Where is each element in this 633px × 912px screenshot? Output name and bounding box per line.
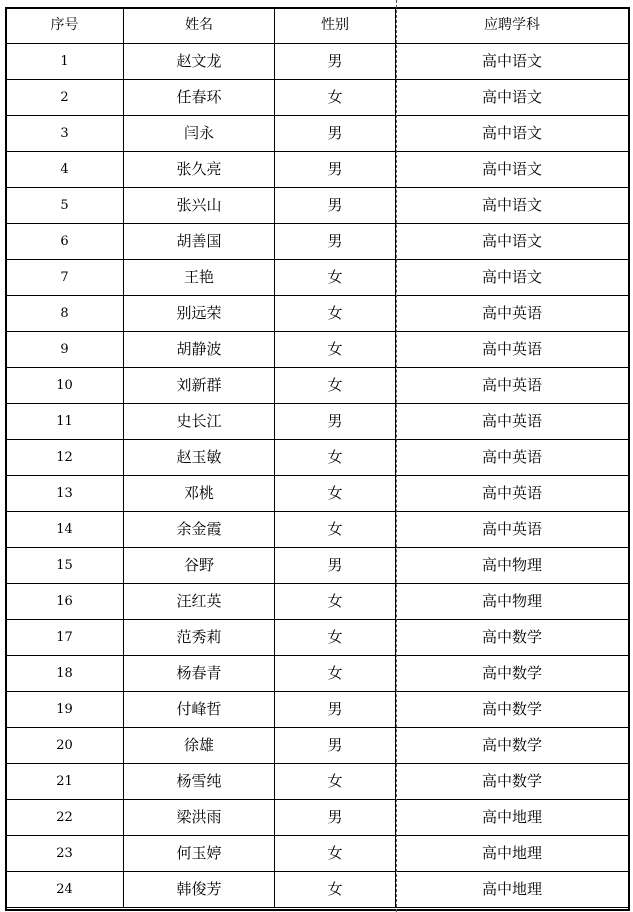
cell-name: 邓桃 (124, 476, 275, 512)
cell-subject: 高中数学 (396, 620, 629, 656)
table-row (6, 116, 629, 152)
applicant-table (5, 7, 629, 908)
cell-gender: 女 (275, 872, 396, 908)
cell-index: 8 (6, 296, 124, 332)
cell-name: 史长江 (124, 404, 275, 440)
table-row (6, 260, 629, 296)
cell-index: 23 (6, 836, 124, 872)
cell-index: 9 (6, 332, 124, 368)
cell-gender: 女 (275, 80, 396, 116)
table-row (6, 620, 629, 656)
cell-subject: 高中地理 (396, 800, 629, 836)
table-row (6, 332, 629, 368)
cell-subject: 高中数学 (396, 656, 629, 692)
cell-subject: 高中英语 (396, 368, 629, 404)
table-row (6, 368, 629, 404)
cell-index: 24 (6, 872, 124, 908)
cell-gender: 女 (275, 656, 396, 692)
cell-index: 4 (6, 152, 124, 188)
cell-subject: 高中语文 (396, 224, 629, 260)
cell-index: 13 (6, 476, 124, 512)
cell-gender: 男 (275, 116, 396, 152)
cell-subject: 高中英语 (396, 404, 629, 440)
cell-name: 徐雄 (124, 728, 275, 764)
table-row (6, 584, 629, 620)
table-row (6, 800, 629, 836)
cell-name: 张久亮 (124, 152, 275, 188)
cell-name: 张兴山 (124, 188, 275, 224)
cell-name: 韩俊芳 (124, 872, 275, 908)
cell-subject: 高中英语 (396, 512, 629, 548)
cell-gender: 女 (275, 332, 396, 368)
cell-name: 胡静波 (124, 332, 275, 368)
cell-name: 王艳 (124, 260, 275, 296)
cell-index: 21 (6, 764, 124, 800)
cell-subject: 高中英语 (396, 296, 629, 332)
table-row (6, 512, 629, 548)
table-row (6, 728, 629, 764)
cell-index: 17 (6, 620, 124, 656)
cell-gender: 女 (275, 368, 396, 404)
cell-gender: 男 (275, 224, 396, 260)
table-row (6, 224, 629, 260)
cell-name: 范秀莉 (124, 620, 275, 656)
table-row (6, 476, 629, 512)
header-gender: 性别 (275, 8, 396, 44)
cell-subject: 高中英语 (396, 440, 629, 476)
cell-gender: 男 (275, 800, 396, 836)
cell-name: 赵玉敏 (124, 440, 275, 476)
cell-name: 杨春青 (124, 656, 275, 692)
table-row (6, 764, 629, 800)
cell-index: 1 (6, 44, 124, 80)
cell-subject: 高中语文 (396, 44, 629, 80)
table-body (6, 44, 629, 908)
cell-subject: 高中语文 (396, 188, 629, 224)
table-row (6, 548, 629, 584)
header-row (6, 8, 629, 44)
table-row (6, 44, 629, 80)
table-row (6, 440, 629, 476)
cell-name: 闫永 (124, 116, 275, 152)
cell-index: 6 (6, 224, 124, 260)
cell-index: 2 (6, 80, 124, 116)
cell-name: 梁洪雨 (124, 800, 275, 836)
cell-index: 14 (6, 512, 124, 548)
cell-name: 胡善国 (124, 224, 275, 260)
cell-subject: 高中语文 (396, 116, 629, 152)
cell-index: 5 (6, 188, 124, 224)
cell-index: 15 (6, 548, 124, 584)
cell-name: 刘新群 (124, 368, 275, 404)
table-row (6, 188, 629, 224)
cell-gender: 男 (275, 692, 396, 728)
cell-gender: 女 (275, 476, 396, 512)
cell-name: 别远荣 (124, 296, 275, 332)
cell-name: 谷野 (124, 548, 275, 584)
cell-index: 10 (6, 368, 124, 404)
table-row (6, 656, 629, 692)
cell-subject: 高中数学 (396, 692, 629, 728)
table-row (6, 836, 629, 872)
cell-subject: 高中物理 (396, 548, 629, 584)
cell-index: 22 (6, 800, 124, 836)
cell-index: 3 (6, 116, 124, 152)
cell-subject: 高中语文 (396, 80, 629, 116)
cell-gender: 男 (275, 728, 396, 764)
cell-subject: 高中物理 (396, 584, 629, 620)
cell-subject: 高中语文 (396, 152, 629, 188)
cell-subject: 高中数学 (396, 764, 629, 800)
cell-subject: 高中数学 (396, 728, 629, 764)
cell-gender: 男 (275, 44, 396, 80)
cell-index: 11 (6, 404, 124, 440)
cell-gender: 男 (275, 188, 396, 224)
table-row (6, 872, 629, 908)
cell-gender: 女 (275, 620, 396, 656)
cell-gender: 女 (275, 836, 396, 872)
cell-name: 汪红英 (124, 584, 275, 620)
cell-name: 赵文龙 (124, 44, 275, 80)
cell-gender: 男 (275, 404, 396, 440)
cell-gender: 女 (275, 260, 396, 296)
cell-index: 20 (6, 728, 124, 764)
table-row (6, 152, 629, 188)
cell-gender: 女 (275, 584, 396, 620)
cell-subject: 高中英语 (396, 332, 629, 368)
cell-name: 何玉婷 (124, 836, 275, 872)
header-subject: 应聘学科 (396, 8, 629, 44)
cell-index: 19 (6, 692, 124, 728)
cell-index: 18 (6, 656, 124, 692)
cell-name: 余金霞 (124, 512, 275, 548)
cell-subject: 高中语文 (396, 260, 629, 296)
cell-gender: 女 (275, 512, 396, 548)
table-row (6, 692, 629, 728)
cell-index: 16 (6, 584, 124, 620)
cell-gender: 女 (275, 440, 396, 476)
table-row (6, 404, 629, 440)
cell-gender: 女 (275, 764, 396, 800)
cell-gender: 男 (275, 152, 396, 188)
cell-gender: 女 (275, 296, 396, 332)
cell-index: 12 (6, 440, 124, 476)
table-row (6, 296, 629, 332)
header-name: 姓名 (124, 8, 275, 44)
header-index: 序号 (6, 8, 124, 44)
cell-name: 付峰哲 (124, 692, 275, 728)
cell-subject: 高中英语 (396, 476, 629, 512)
cell-subject: 高中地理 (396, 836, 629, 872)
cell-index: 7 (6, 260, 124, 296)
cell-subject: 高中地理 (396, 872, 629, 908)
table-row (6, 80, 629, 116)
cell-name: 任春环 (124, 80, 275, 116)
cell-name: 杨雪纯 (124, 764, 275, 800)
cell-gender: 男 (275, 548, 396, 584)
